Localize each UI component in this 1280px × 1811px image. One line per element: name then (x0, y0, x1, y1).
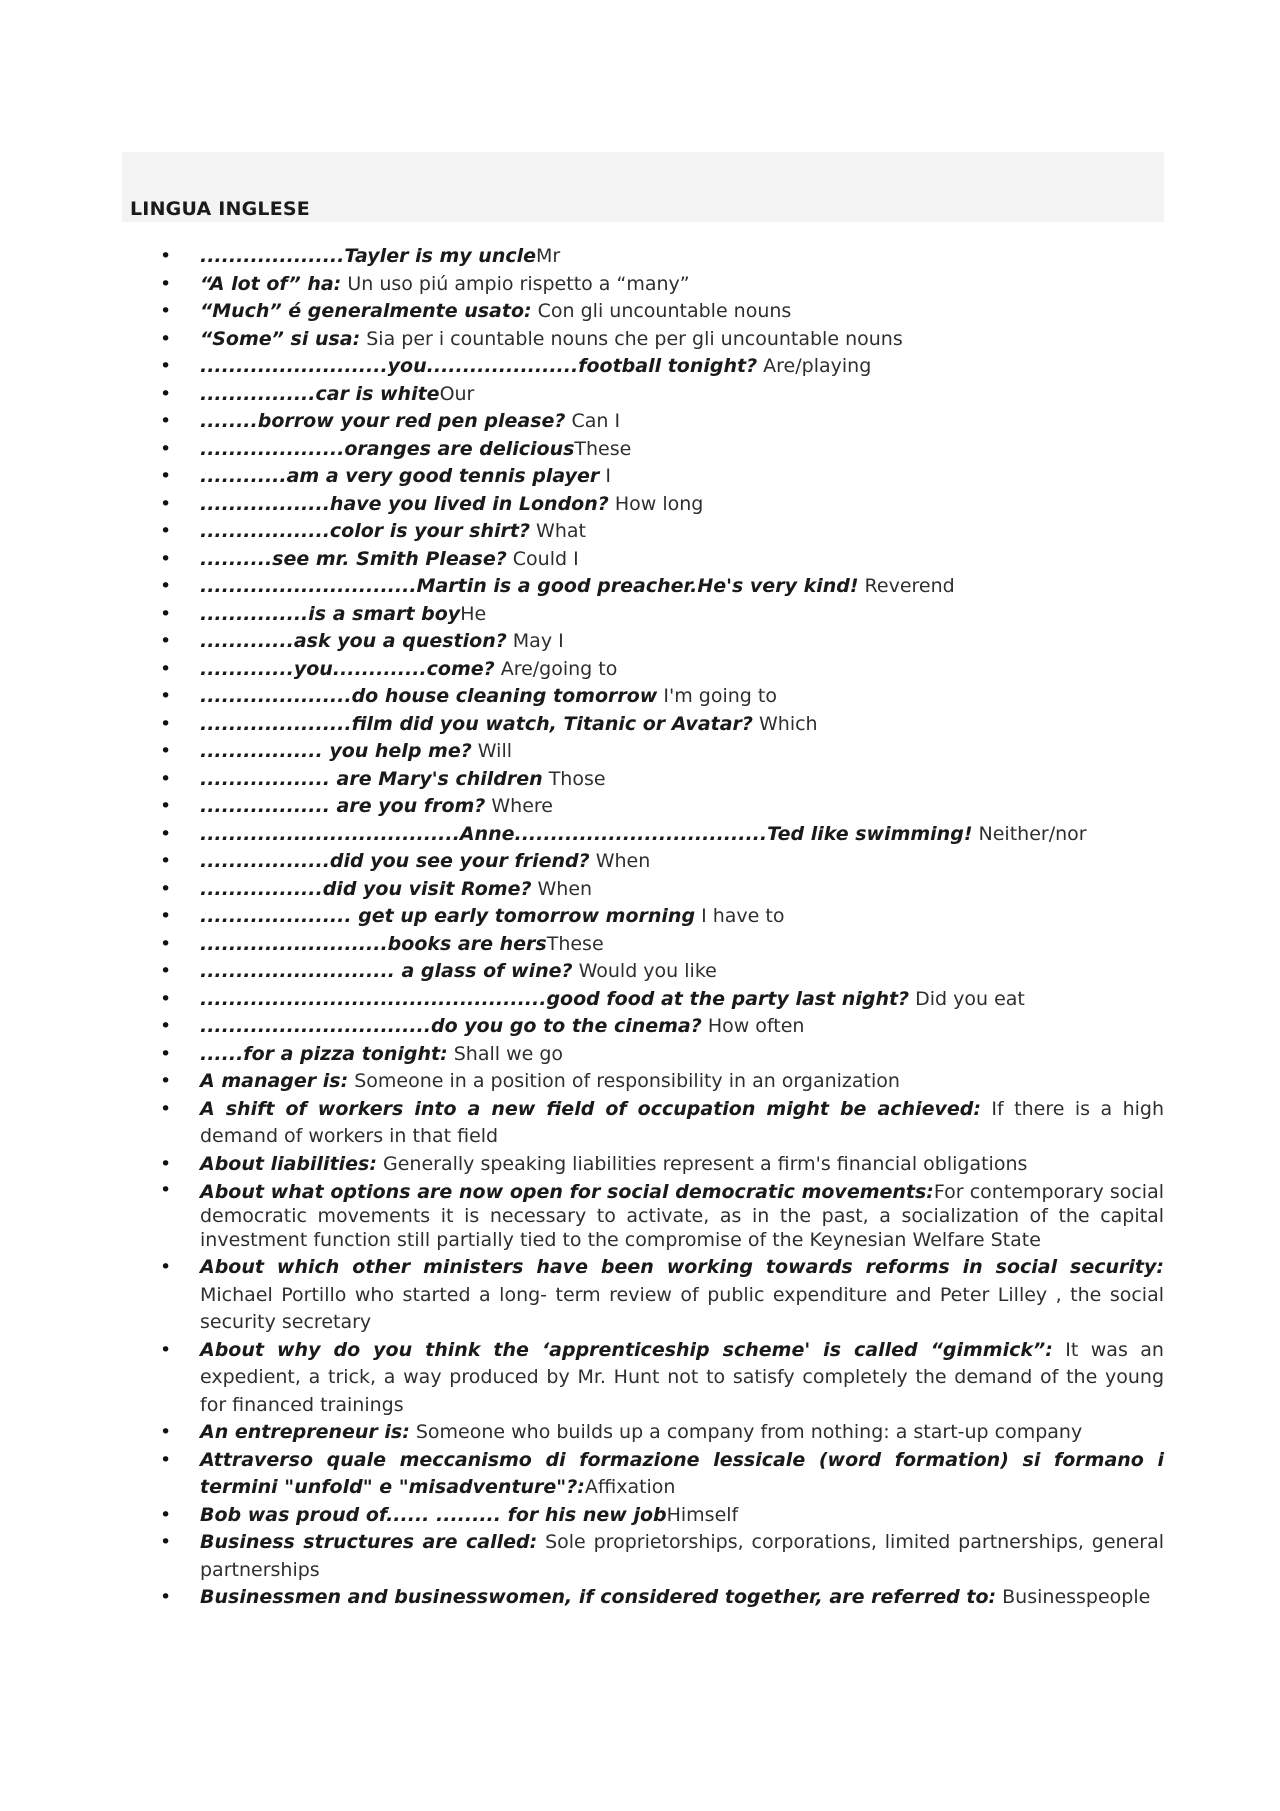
list-item (122, 601, 1164, 629)
bullet-icon: • (160, 1503, 172, 1526)
bullet-icon: • (160, 960, 172, 982)
bullet-icon: • (160, 712, 172, 735)
question-text: ........borrow your red pen please? (200, 410, 566, 432)
list-item (122, 1447, 1164, 1502)
answer-text: Our (439, 382, 475, 405)
answer-text: Which (752, 712, 818, 735)
question-text: ..........................you.....................football tonight? (200, 355, 758, 377)
answer-text: Mr (536, 245, 561, 267)
bullet-icon: • (160, 547, 172, 570)
list-item (122, 573, 1164, 601)
question-text: ..................have you lived in London? (200, 492, 609, 515)
answer-text: These (546, 932, 604, 955)
question-text: ................. you help me? (200, 740, 472, 762)
question-text: ..............................Martin is a good preacher.He's very kind! (200, 575, 859, 597)
answer-text: I'm going to (657, 685, 777, 707)
list-item (122, 463, 1164, 491)
answer-text: Michael Portillo who started a long- term review of public expenditure and Peter Lilley , the social security secretary (200, 1283, 1164, 1333)
list-item (122, 408, 1164, 436)
question-text: ..................... get up early tomorrow morning (200, 905, 696, 927)
question-text: .............you.............come? (200, 657, 495, 680)
list-item (122, 243, 1164, 271)
answer-text: Someone in a position of responsibility in an organization (348, 1070, 900, 1092)
bullet-icon: • (160, 822, 172, 845)
list-item (122, 628, 1164, 656)
answer-text: Generally speaking liabilities represent a firm's financial obligations (376, 1152, 1028, 1175)
bullet-icon: • (160, 300, 172, 322)
answer-text: Shall we go (447, 1042, 564, 1065)
answer-text: Will (471, 740, 512, 762)
bullet-icon: • (160, 767, 172, 790)
list-item (122, 903, 1164, 931)
question-text: ......for a pizza tonight: (200, 1042, 448, 1065)
answer-text: Where (485, 795, 553, 817)
question-text: Business structures are called: (200, 1531, 538, 1553)
question-text: Businessmen and businesswomen, if considered together, are referred to: (200, 1586, 997, 1608)
bullet-icon: • (160, 1256, 172, 1278)
question-text: ............am a very good tennis player (200, 465, 600, 487)
bullet-icon: • (160, 1421, 172, 1443)
question-text: ................car is white (200, 382, 440, 405)
list-item (122, 326, 1164, 354)
bullet-icon: • (160, 437, 172, 460)
document-title: LINGUA INGLESE (130, 198, 310, 220)
answer-text: Himself (666, 1503, 739, 1526)
question-text: About liabilities: (200, 1152, 377, 1175)
question-text: A manager is: (200, 1070, 349, 1092)
question-text: ....................................Anne...................................Ted like swimming! (200, 822, 973, 845)
bullet-icon: • (160, 1448, 172, 1471)
bullet-icon: • (160, 630, 172, 652)
question-text: ....................Tayler is my uncle (200, 245, 537, 267)
bullet-icon: • (160, 1097, 172, 1120)
question-text: .................did you visit Rome? (200, 877, 532, 900)
list-item (122, 986, 1164, 1014)
answer-text: Neither/nor (972, 822, 1087, 845)
answer-text: Can I (565, 410, 621, 432)
list-item (122, 353, 1164, 381)
answer-text: Businesspeople (996, 1586, 1151, 1608)
answer-text: For contemporary social democratic movements it is necessary to activate, as in the past, a socialization of the capital investment function still partially tied to the compromise of the Keynesian Welfare State (200, 1181, 1164, 1251)
bullet-icon: • (160, 272, 172, 295)
list-item (122, 848, 1164, 876)
list-item (122, 1419, 1164, 1447)
answer-text: Are/playing (757, 355, 872, 377)
answer-text: Affixation (584, 1476, 676, 1498)
question-text: Bob was proud of...... ......... for his new job (200, 1503, 667, 1526)
list-item (122, 1068, 1164, 1096)
list-item (122, 1254, 1164, 1337)
question-text: “A lot of” ha: (200, 272, 342, 295)
bullet-icon: • (160, 877, 172, 900)
question-text: ....................oranges are delicious (200, 437, 575, 460)
answer-text: When (589, 850, 651, 872)
bullet-icon: • (160, 850, 172, 872)
question-text: ..................color is your shirt? (200, 520, 530, 542)
bullet-icon: • (160, 795, 172, 817)
answer-text: Sole proprietorships, corporations, limited partnerships, general partnerships (200, 1531, 1164, 1581)
answer-text: Could I (506, 547, 579, 570)
answer-text: I (599, 465, 611, 487)
question-text: ...............is a smart boy (200, 602, 461, 625)
list-item (122, 821, 1164, 849)
list-item (122, 738, 1164, 766)
title-band (122, 152, 1164, 222)
bullet-icon: • (160, 382, 172, 405)
list-item (122, 958, 1164, 986)
answer-text: What (530, 520, 586, 542)
bullet-icon: • (160, 1042, 172, 1065)
bullet-icon: • (160, 657, 172, 680)
question-text: About which other ministers have been working towards reforms in social security: (200, 1256, 1164, 1278)
answer-text: Did you eat (909, 987, 1025, 1010)
answer-text: Un uso piú ampio rispetto a “many” (341, 272, 690, 295)
list-item (122, 711, 1164, 739)
bullet-icon: • (160, 520, 172, 542)
bullet-icon: • (160, 685, 172, 707)
answer-text: Reverend (858, 575, 955, 597)
answer-text: These (574, 437, 632, 460)
answer-text: If there is a high demand of workers in that field (200, 1097, 1165, 1147)
question-text: ................................do you go to the cinema? (200, 1015, 702, 1037)
answer-text: Someone who builds up a company from nothing: a start-up company (409, 1421, 1083, 1443)
bullet-icon: • (160, 492, 172, 515)
bullet-icon: • (160, 355, 172, 377)
answer-text: Are/going to (494, 657, 618, 680)
answer-text: I have to (695, 905, 785, 927)
list-item (122, 1178, 1164, 1254)
bullet-icon: • (160, 1152, 172, 1175)
question-text: About why do you think the ‘apprenticeship scheme' is called “gimmick”: (200, 1338, 1053, 1361)
question-text: About what options are now open for social democratic movements: (200, 1181, 934, 1203)
bullet-icon: • (160, 740, 172, 762)
bullet-icon: • (160, 465, 172, 487)
answer-text: How often (701, 1015, 805, 1037)
list-item (122, 1337, 1164, 1420)
list-item (122, 1502, 1164, 1530)
bullet-icon: • (160, 932, 172, 955)
question-text: ..........see mr. Smith Please? (200, 547, 507, 570)
answer-text: May I (506, 630, 564, 652)
bullet-icon: • (160, 1015, 172, 1037)
list-item (122, 656, 1164, 684)
list-item (122, 1584, 1164, 1612)
list-item (122, 1013, 1164, 1041)
list-item (122, 436, 1164, 464)
list-item (122, 1529, 1164, 1584)
bullet-icon: • (160, 602, 172, 625)
bullet-icon: • (160, 905, 172, 927)
question-text: “Some” si usa: (200, 327, 361, 350)
list-item (122, 298, 1164, 326)
bullet-icon: • (160, 1179, 172, 1201)
list-item (122, 1041, 1164, 1069)
list-item (122, 518, 1164, 546)
list-item (122, 876, 1164, 904)
bullet-icon: • (160, 410, 172, 432)
question-text: .................. are Mary's children (200, 767, 543, 790)
question-text: ................................................good food at the party last night? (200, 987, 910, 1010)
answer-text: Con gli uncountable nouns (531, 300, 792, 322)
answer-text: Sia per i countable nouns che per gli uncountable nouns (360, 327, 903, 350)
answer-text: When (531, 877, 593, 900)
question-text: An entrepreneur is: (200, 1421, 410, 1443)
bullet-icon: • (160, 1531, 172, 1553)
question-text: ........................... a glass of wine? (200, 960, 573, 982)
question-text: .............ask you a question? (200, 630, 507, 652)
list-item (122, 683, 1164, 711)
question-text: .....................film did you watch, Titanic or Avatar? (200, 712, 753, 735)
list-item (122, 1151, 1164, 1179)
bullet-icon: • (160, 327, 172, 350)
list-item (122, 491, 1164, 519)
list-item (122, 931, 1164, 959)
bullet-icon: • (160, 1070, 172, 1092)
list-item (122, 1096, 1164, 1151)
question-text: “Much” é generalmente usato: (200, 300, 532, 322)
question-text: ..........................books are hers (200, 932, 547, 955)
answer-text: He (460, 602, 487, 625)
list-item (122, 381, 1164, 409)
question-answer-list (122, 243, 1164, 1612)
question-text: .....................do house cleaning tomorrow (200, 685, 658, 707)
answer-text: Those (542, 767, 606, 790)
list-item (122, 793, 1164, 821)
list-item (122, 766, 1164, 794)
bullet-icon: • (160, 245, 172, 267)
answer-text: Would you like (572, 960, 717, 982)
answer-text: It was an expedient, a trick, a way produced by Mr. Hunt not to satisfy completely the demand of the young for financed trainings (200, 1338, 1164, 1416)
bullet-icon: • (160, 1586, 172, 1608)
answer-text: How long (608, 492, 704, 515)
bullet-icon: • (160, 1338, 172, 1361)
question-text: ..................did you see your friend? (200, 850, 590, 872)
list-item (122, 271, 1164, 299)
bullet-icon: • (160, 987, 172, 1010)
list-item (122, 546, 1164, 574)
bullet-icon: • (160, 575, 172, 597)
question-text: Attraverso quale meccanismo di formazione lessicale (word formation) si formano i termini "unfold" e "misadventure"?: (200, 1448, 1164, 1498)
question-text: .................. are you from? (200, 795, 486, 817)
question-text: A shift of workers into a new field of occupation might be achieved: (200, 1097, 981, 1120)
